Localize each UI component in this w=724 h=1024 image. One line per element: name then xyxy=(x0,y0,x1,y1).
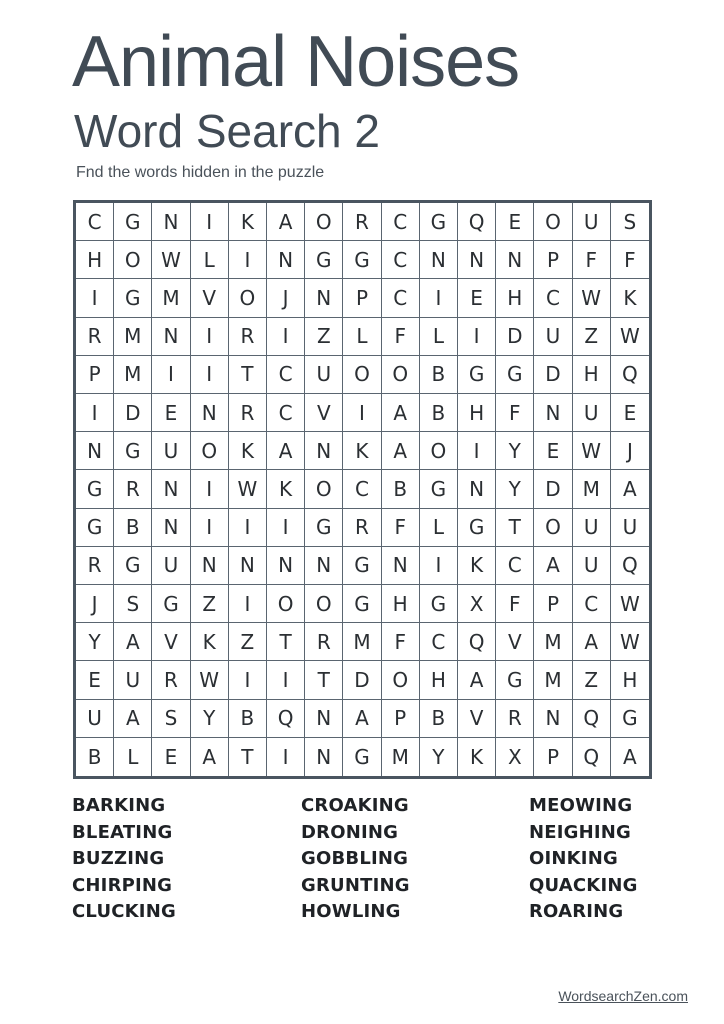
grid-cell[interactable]: I xyxy=(191,509,229,547)
grid-cell[interactable]: L xyxy=(191,241,229,279)
grid-cell[interactable]: N xyxy=(534,394,572,432)
grid-cell[interactable]: G xyxy=(343,241,381,279)
grid-cell[interactable]: R xyxy=(229,394,267,432)
grid-cell[interactable]: A xyxy=(534,547,572,585)
grid-cell[interactable]: N xyxy=(152,318,190,356)
grid-cell[interactable]: M xyxy=(114,318,152,356)
grid-cell[interactable]: Q xyxy=(458,203,496,241)
grid-cell[interactable]: V xyxy=(152,623,190,661)
grid-cell[interactable]: S xyxy=(114,585,152,623)
word-list-column xyxy=(72,793,176,926)
grid-cell[interactable]: V xyxy=(496,623,534,661)
grid-cell[interactable]: T xyxy=(267,623,305,661)
grid-cell[interactable]: N xyxy=(534,700,572,738)
grid-cell[interactable]: N xyxy=(458,470,496,508)
grid-cell[interactable]: N xyxy=(496,241,534,279)
grid-cell[interactable]: G xyxy=(76,470,114,508)
word-list-item: CROAKING xyxy=(301,795,409,816)
grid-cell[interactable]: N xyxy=(152,470,190,508)
word-list-item: HOWLING xyxy=(301,901,401,922)
grid-cell[interactable]: H xyxy=(382,585,420,623)
grid-cell[interactable]: Q xyxy=(573,700,611,738)
word-list-column xyxy=(529,793,638,926)
grid-cell[interactable]: Z xyxy=(573,661,611,699)
grid-cell[interactable]: W xyxy=(229,470,267,508)
grid-cell[interactable]: H xyxy=(611,661,649,699)
grid-cell[interactable]: Y xyxy=(496,470,534,508)
grid-cell[interactable]: R xyxy=(76,547,114,585)
grid-cell[interactable]: F xyxy=(496,394,534,432)
grid-cell[interactable]: G xyxy=(305,509,343,547)
grid-cell[interactable]: C xyxy=(267,356,305,394)
grid-cell[interactable]: N xyxy=(458,241,496,279)
grid-cell[interactable]: A xyxy=(191,738,229,776)
grid-cell[interactable]: D xyxy=(114,394,152,432)
grid-cell[interactable]: B xyxy=(420,700,458,738)
grid-cell[interactable]: K xyxy=(343,432,381,470)
grid-cell[interactable]: N xyxy=(267,547,305,585)
grid-cell[interactable]: I xyxy=(229,585,267,623)
grid-cell[interactable]: A xyxy=(382,394,420,432)
grid-cell[interactable]: Z xyxy=(305,318,343,356)
grid-cell[interactable]: R xyxy=(76,318,114,356)
grid-cell[interactable]: H xyxy=(76,241,114,279)
grid-cell[interactable]: N xyxy=(382,547,420,585)
grid-cell[interactable]: P xyxy=(382,700,420,738)
grid-cell[interactable]: N xyxy=(420,241,458,279)
grid-cell[interactable]: R xyxy=(343,509,381,547)
grid-cell[interactable]: I xyxy=(152,356,190,394)
grid-cell[interactable]: Z xyxy=(573,318,611,356)
grid-cell[interactable]: I xyxy=(343,394,381,432)
grid-cell[interactable]: W xyxy=(611,585,649,623)
grid-cell[interactable]: N xyxy=(191,547,229,585)
grid-cell[interactable]: A xyxy=(458,661,496,699)
word-list-item: QUACKING xyxy=(529,874,638,896)
grid-cell[interactable]: M xyxy=(534,623,572,661)
grid-cell[interactable]: L xyxy=(420,318,458,356)
grid-cell[interactable]: M xyxy=(534,661,572,699)
grid-cell[interactable]: O xyxy=(343,356,381,394)
grid-cell[interactable]: K xyxy=(611,279,649,317)
grid-cell[interactable]: W xyxy=(611,318,649,356)
grid-cell[interactable]: T xyxy=(496,509,534,547)
page-subtitle: Word Search 2 xyxy=(74,105,380,157)
page-title: Animal Noises xyxy=(72,22,520,102)
grid-cell[interactable]: V xyxy=(458,700,496,738)
grid-cell[interactable]: B xyxy=(114,509,152,547)
grid-cell[interactable]: F xyxy=(382,318,420,356)
grid-cell[interactable]: N xyxy=(152,203,190,241)
grid-cell[interactable]: N xyxy=(305,279,343,317)
grid-cell[interactable]: O xyxy=(305,203,343,241)
grid-cell[interactable]: C xyxy=(382,203,420,241)
grid-cell[interactable]: B xyxy=(382,470,420,508)
grid-cell[interactable]: O xyxy=(267,585,305,623)
grid-cell[interactable]: C xyxy=(382,279,420,317)
grid-cell[interactable]: G xyxy=(114,547,152,585)
grid-cell[interactable]: I xyxy=(191,318,229,356)
grid-cell[interactable]: A xyxy=(114,623,152,661)
grid-cell[interactable]: A xyxy=(343,700,381,738)
grid-cell[interactable]: J xyxy=(76,585,114,623)
grid-cell[interactable]: H xyxy=(420,661,458,699)
word-list-item: GRUNTING xyxy=(301,874,410,896)
grid-cell[interactable]: S xyxy=(152,700,190,738)
grid-cell[interactable]: A xyxy=(611,470,649,508)
grid-cell[interactable]: X xyxy=(496,738,534,776)
grid-cell[interactable]: G xyxy=(458,356,496,394)
grid-cell[interactable]: P xyxy=(534,241,572,279)
grid-cell[interactable]: H xyxy=(496,279,534,317)
grid-cell[interactable]: M xyxy=(573,470,611,508)
grid-cell[interactable]: Y xyxy=(420,738,458,776)
grid-cell[interactable]: G xyxy=(343,585,381,623)
grid-cell[interactable]: I xyxy=(229,661,267,699)
grid-cell[interactable]: W xyxy=(573,432,611,470)
grid-cell[interactable]: G xyxy=(343,738,381,776)
grid-cell[interactable]: D xyxy=(343,661,381,699)
grid-cell[interactable]: E xyxy=(152,738,190,776)
grid-cell[interactable]: D xyxy=(496,318,534,356)
grid-cell[interactable]: Q xyxy=(267,700,305,738)
grid-cell[interactable]: I xyxy=(420,279,458,317)
grid-cell[interactable]: G xyxy=(420,585,458,623)
puzzle-grid-frame xyxy=(73,200,652,779)
grid-cell[interactable]: B xyxy=(76,738,114,776)
grid-cell[interactable]: K xyxy=(267,470,305,508)
grid-cell[interactable]: N xyxy=(305,738,343,776)
grid-cell[interactable]: K xyxy=(229,432,267,470)
grid-cell[interactable]: G xyxy=(458,509,496,547)
grid-cell[interactable]: Z xyxy=(229,623,267,661)
grid-cell[interactable]: T xyxy=(229,738,267,776)
word-list-item: OINKING xyxy=(529,848,618,869)
grid-cell[interactable]: Y xyxy=(191,700,229,738)
grid-cell[interactable]: C xyxy=(267,394,305,432)
grid-cell[interactable]: Q xyxy=(611,356,649,394)
puzzle-grid xyxy=(76,203,649,776)
grid-cell[interactable]: O xyxy=(305,585,343,623)
grid-cell[interactable]: Q xyxy=(611,547,649,585)
site-link[interactable]: WordsearchZen.com xyxy=(558,988,688,1004)
grid-cell[interactable]: Z xyxy=(191,585,229,623)
grid-cell[interactable]: E xyxy=(611,394,649,432)
grid-cell[interactable]: I xyxy=(267,318,305,356)
word-list-item: GOBBLING xyxy=(301,848,409,869)
grid-cell[interactable]: R xyxy=(305,623,343,661)
grid-cell[interactable]: C xyxy=(496,547,534,585)
grid-cell[interactable]: G xyxy=(496,661,534,699)
word-list-item: BARKING xyxy=(72,795,166,816)
grid-cell[interactable]: F xyxy=(611,241,649,279)
grid-cell[interactable]: B xyxy=(420,356,458,394)
grid-cell[interactable]: I xyxy=(191,356,229,394)
grid-cell[interactable]: O xyxy=(305,470,343,508)
grid-cell[interactable]: O xyxy=(534,509,572,547)
grid-cell[interactable]: F xyxy=(382,623,420,661)
grid-cell[interactable]: I xyxy=(267,661,305,699)
grid-cell[interactable]: Y xyxy=(76,623,114,661)
grid-cell[interactable]: O xyxy=(382,356,420,394)
grid-cell[interactable]: J xyxy=(611,432,649,470)
grid-cell[interactable]: R xyxy=(496,700,534,738)
grid-cell[interactable]: A xyxy=(114,700,152,738)
grid-cell[interactable]: G xyxy=(305,241,343,279)
word-list xyxy=(72,793,672,933)
word-list-column xyxy=(301,793,410,926)
grid-cell[interactable]: O xyxy=(191,432,229,470)
grid-cell[interactable]: U xyxy=(114,661,152,699)
grid-cell[interactable]: Y xyxy=(496,432,534,470)
grid-cell[interactable]: U xyxy=(152,547,190,585)
grid-cell[interactable]: W xyxy=(573,279,611,317)
grid-cell[interactable]: R xyxy=(152,661,190,699)
grid-cell[interactable]: H xyxy=(458,394,496,432)
grid-cell[interactable]: U xyxy=(573,547,611,585)
word-list-item: ROARING xyxy=(529,901,624,922)
grid-cell[interactable]: C xyxy=(573,585,611,623)
grid-cell[interactable]: F xyxy=(573,241,611,279)
grid-cell[interactable]: N xyxy=(305,547,343,585)
grid-cell[interactable]: J xyxy=(267,279,305,317)
grid-cell[interactable]: I xyxy=(76,394,114,432)
grid-cell[interactable]: W xyxy=(152,241,190,279)
word-list-item: CLUCKING xyxy=(72,901,176,922)
grid-cell[interactable]: I xyxy=(420,547,458,585)
grid-cell[interactable]: C xyxy=(534,279,572,317)
grid-cell[interactable]: N xyxy=(305,700,343,738)
grid-cell[interactable]: B xyxy=(420,394,458,432)
grid-cell[interactable]: K xyxy=(458,547,496,585)
grid-cell[interactable]: G xyxy=(420,203,458,241)
grid-cell[interactable]: C xyxy=(420,623,458,661)
grid-cell[interactable]: D xyxy=(534,356,572,394)
grid-cell[interactable]: E xyxy=(458,279,496,317)
word-list-item: BLEATING xyxy=(72,821,173,843)
grid-cell[interactable]: O xyxy=(229,279,267,317)
grid-cell[interactable]: R xyxy=(343,203,381,241)
grid-cell[interactable]: I xyxy=(76,279,114,317)
grid-cell[interactable]: I xyxy=(458,432,496,470)
grid-cell[interactable]: N xyxy=(191,394,229,432)
grid-cell[interactable]: I xyxy=(267,509,305,547)
grid-cell[interactable]: I xyxy=(458,318,496,356)
grid-cell[interactable]: U xyxy=(534,318,572,356)
grid-cell[interactable]: R xyxy=(114,470,152,508)
grid-cell[interactable]: N xyxy=(76,432,114,470)
grid-cell[interactable]: G xyxy=(496,356,534,394)
grid-cell[interactable]: U xyxy=(305,356,343,394)
grid-cell[interactable]: K xyxy=(229,203,267,241)
word-list-item: MEOWING xyxy=(529,795,633,816)
grid-cell[interactable]: A xyxy=(267,432,305,470)
grid-cell[interactable]: M xyxy=(114,356,152,394)
grid-cell[interactable]: G xyxy=(114,432,152,470)
grid-cell[interactable]: A xyxy=(382,432,420,470)
grid-cell[interactable]: U xyxy=(611,509,649,547)
grid-cell[interactable]: U xyxy=(152,432,190,470)
grid-cell[interactable]: E xyxy=(76,661,114,699)
grid-cell[interactable]: N xyxy=(305,432,343,470)
grid-cell[interactable]: C xyxy=(76,203,114,241)
grid-cell[interactable]: K xyxy=(191,623,229,661)
grid-cell[interactable]: X xyxy=(458,585,496,623)
grid-cell[interactable]: Q xyxy=(573,738,611,776)
instructions-text: Fnd the words hidden in the puzzle xyxy=(76,164,325,181)
grid-cell[interactable]: A xyxy=(573,623,611,661)
grid-cell[interactable]: U xyxy=(573,203,611,241)
grid-cell[interactable]: F xyxy=(496,585,534,623)
grid-cell[interactable]: Q xyxy=(458,623,496,661)
grid-cell[interactable]: U xyxy=(76,700,114,738)
grid-cell[interactable]: N xyxy=(152,509,190,547)
grid-cell[interactable]: T xyxy=(229,356,267,394)
word-list-item: NEIGHING xyxy=(529,821,632,843)
grid-cell[interactable]: L xyxy=(343,318,381,356)
grid-cell[interactable]: G xyxy=(152,585,190,623)
word-list-item: BUZZING xyxy=(72,848,165,869)
grid-cell[interactable]: I xyxy=(229,509,267,547)
word-list-item: CHIRPING xyxy=(72,874,173,896)
grid-cell[interactable]: F xyxy=(382,509,420,547)
grid-cell[interactable]: A xyxy=(623,744,637,769)
grid-cell[interactable]: O xyxy=(114,241,152,279)
grid-cell[interactable]: O xyxy=(534,203,572,241)
grid-cell[interactable]: S xyxy=(611,203,649,241)
grid-cell[interactable]: G xyxy=(343,547,381,585)
grid-cell[interactable]: N xyxy=(267,241,305,279)
grid-cell[interactable]: W xyxy=(611,623,649,661)
grid-cell[interactable]: C xyxy=(343,470,381,508)
grid-cell[interactable]: B xyxy=(229,700,267,738)
word-list-item: DRONING xyxy=(301,821,399,843)
grid-cell[interactable]: O xyxy=(382,661,420,699)
grid-cell[interactable]: O xyxy=(420,432,458,470)
grid-cell[interactable]: U xyxy=(573,394,611,432)
grid-cell[interactable]: K xyxy=(458,738,496,776)
grid-cell[interactable]: C xyxy=(382,241,420,279)
grid-cell[interactable]: I xyxy=(191,203,229,241)
grid-cell[interactable]: V xyxy=(191,279,229,317)
grid-cell[interactable]: L xyxy=(114,738,152,776)
grid-cell[interactable]: M xyxy=(382,738,420,776)
grid-cell[interactable]: P xyxy=(76,356,114,394)
grid-cell[interactable]: V xyxy=(305,394,343,432)
grid-cell[interactable]: G xyxy=(611,700,649,738)
grid-cell[interactable]: I xyxy=(229,241,267,279)
grid-cell[interactable]: M xyxy=(152,279,190,317)
grid-cell[interactable]: E xyxy=(496,203,534,241)
grid-cell[interactable]: R xyxy=(229,318,267,356)
grid-cell[interactable]: P xyxy=(534,738,572,776)
grid-cell[interactable]: G xyxy=(420,470,458,508)
grid-cell[interactable]: D xyxy=(534,470,572,508)
grid-cell[interactable]: P xyxy=(343,279,381,317)
grid-cell[interactable]: H xyxy=(573,356,611,394)
grid-cell[interactable]: G xyxy=(114,279,152,317)
grid-cell[interactable]: M xyxy=(343,623,381,661)
grid-cell[interactable]: P xyxy=(534,585,572,623)
grid-cell[interactable]: G xyxy=(76,509,114,547)
grid-cell[interactable]: G xyxy=(114,203,152,241)
grid-cell[interactable]: E xyxy=(152,394,190,432)
grid-cell[interactable]: I xyxy=(267,738,305,776)
grid-cell[interactable]: I xyxy=(191,470,229,508)
grid-cell[interactable]: A xyxy=(267,203,305,241)
grid-cell[interactable]: N xyxy=(229,547,267,585)
grid-cell[interactable]: E xyxy=(534,432,572,470)
grid-cell[interactable]: L xyxy=(420,509,458,547)
grid-cell[interactable]: T xyxy=(305,661,343,699)
grid-cell[interactable]: W xyxy=(191,661,229,699)
grid-cell[interactable]: U xyxy=(573,509,611,547)
